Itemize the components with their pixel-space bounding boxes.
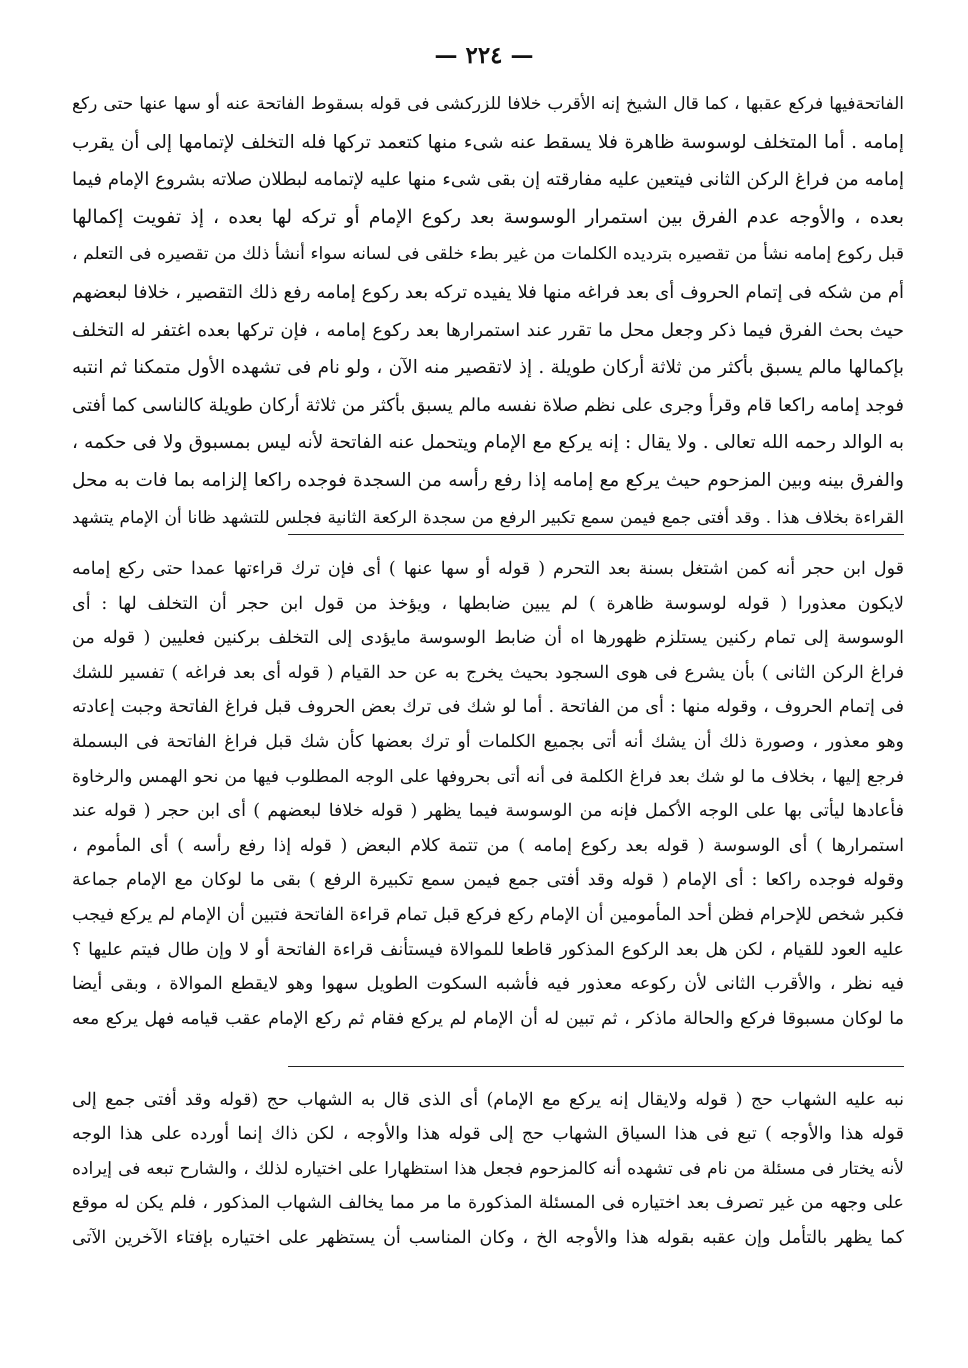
commentary-line: فرجع إليها ، بخلاف ما لو شك بعد فراغ الكلمة فى أنه أتى بحروفها على الوجه المطلوب فيها من نحو الهمس والرخاوة [72, 766, 904, 787]
commentary-line: ما لوكان مسبوقا فركع والحالة ماذكر ، ثم تبين له أن الإمام لم يركع فقام ثم ركع الإمام عقب قيامه فهل يركع معه [72, 1008, 904, 1029]
main-text-line: الفاتحةفيها فركع عقبها ، كما قال الشيخ إنه الأقرب خلافا للزركشى فى قوله بسقوط الفاتحة عنه أو سها عنها حتى ركع [72, 94, 904, 114]
commentary-line: فراغ الركن الثانى ) بأن يشرع فى هوى السجود بحيث يخرج به عن حد القيام ( قوله أى بعد فراغه ) تفسير للشك [72, 662, 904, 683]
section-divider [288, 1066, 904, 1067]
commentary-line: فيه نظر ، والأقرب الثانى لأن ركوعه معذور فيه فأشبه السكوت الطويل سهوا وهو لايقطع الموالاة ، وبقى أيضا [72, 974, 904, 995]
main-text-line: بعده ، والأوجه عدم الفرق بين استمرار الوسوسة بعد ركوع الإمام أو تركه لها بعده ، إذ تفويت إكمالها [72, 205, 904, 228]
footnote-line: على وجهه من غير تصرف بعد اختياره فى المسئلة المذكورة ما مر مما يخالف الشهاب المذكور ، فلم يكن له موقع [72, 1193, 904, 1214]
main-text-line: إمامه . أما المتخلف لوسوسة ظاهرة فلا يسقط عنه شىء منها كتعمد تركها فله التخلف لإتمامها إلى أن يقرب [72, 131, 904, 153]
commentary-line: وهو معذور ، وصورة ذلك أن يشك أنه أتى بجميع الكلمات أو ترك بعضها كأن شك قبل فراغ الفاتحة فى البسملة [72, 731, 904, 752]
page-number: — ٢٢٤ — [434, 42, 534, 69]
main-text-line: فوجد إمامه راكعا قام وقرأ وجرى على نظم صلاة نفسه مالم يسبق بأكثر من ثلاثة أركان طويلة كالناسى كما أفتى [72, 394, 904, 416]
main-text-line: أم من شكه فى إتمام الحروف أى بعد فراغه منها فلا يفيده تركه بعد ركوع إمامه رفع ذلك التقصير ، خلافا لبعضهم [72, 281, 904, 303]
footnote-line: نبه عليه الشهاب حج ( قوله ولايقال إنه يركع مع الإمام) أى الذى قال به الشهاب حج (قوله وقد أفتى جمع إلى [72, 1090, 904, 1110]
commentary-line: فكبر شخص للإحرام فظن أحد المأمومين أن الإمام ركع فركع قبل تمام قراءة الفاتحة فتبين أن الإمام لم يركع فيجب [72, 904, 904, 925]
main-text-line: والفرق بينه وبين المزحوم حيث يركع مع إمامه إذا رفع رأسه من السجدة فوجده راكعا إلزامه بما فات به محل [72, 469, 904, 491]
footnote-line: قوله هذا والأوجه ) تبع فى هذا السياق الشهاب حج إلى قوله هذا والأوجه ، لكن ذاك إنما أورده على هذا الوجه [72, 1124, 904, 1145]
main-text [72, 86, 904, 537]
main-text-line: القراءة بخلاف هذا . وقد أفتى جمع فيمن سمع تكبير الرفع من سجدة الركعة الثانية فجلس للتشهد ظانا أن الإمام يتشهد [72, 507, 904, 528]
footnote-line: لأنه يختار فى مسئلة من نام فى تشهده أنه كالمزحوم فجعل هذا استظهارا على اختياره لذلك ، والشارح تبعه فى إيراده [72, 1158, 904, 1179]
commentary-line: وقوله فوجده راكعا : أى الإمام ( قوله وقد أفتى جمع فيمن سمع تكبيرة الرفع ) بقى ما لوكان مع الإمام جماعة [72, 870, 904, 891]
footnote-text [72, 1083, 904, 1255]
commentary-line: فى إتمام الحروف ، وقوله منها : أى من الفاتحة . أما لو شك فى ترك بعض الحروف قبل فراغ الفاتحة وجبت إعادته [72, 697, 904, 718]
main-text-line: حيث بحث الفرق فيما ذكر وجعل محل ما تقرر عند استمرارها بعد ركوع إمامه ، فإن تركها بعده اغتفر له التخلف [72, 319, 904, 341]
commentary-line: عليه العود للقيام ، لكن هل بعد الركوع المذكور قاطعا للموالاة فيستأنف قراءة الفاتحة أو لا وإن طال فيتم عليها ؟ [72, 939, 904, 960]
main-text-line: قبل ركوع إمامه نشأ من تقصيره بترديده الكلمات من غير بطء خلقى فى لسانه سواء أنشأ ذلك من تقصيره فى التعلم ، [72, 244, 904, 265]
commentary-line: لايكون معذورا ( قوله لوسوسة ظاهرة ) لم يبين ضابطها ، ويؤخذ من قول ابن حجر أن التخلف لها : أى [72, 593, 904, 614]
commentary-line: الوسوسة إلى تمام ركنين يستلزم ظهورها اه أن ضابط الوسوسة مايؤدى إلى التخلف بركنين فعليين ( قوله من [72, 628, 904, 649]
commentary-text [72, 552, 904, 1036]
main-text-line: به الوالد رحمه الله تعالى . ولا يقال : إنه يركع مع الإمام ويتحمل عنه الفاتحة لأنه ليس بمسبوق ولا فى حكمه ، [72, 432, 904, 454]
section-divider [288, 534, 904, 535]
main-text-line: بإكمالها مالم يسبق بأكثر من ثلاثة أركان طويلة . إذ لاتقصير منه الآن ، ولو نام فى تشهده الأول متمكنا ثم انتبه [72, 357, 904, 379]
footnote-line: كما يظهر بالتأمل وإن عقبه بقوله هذا والأوجه الخ ، وكان المناسب أن يستظهر على اختياره بإفتاء الآخرين الآتى [72, 1227, 904, 1248]
main-text-line: إمامه من فراغ الركن الثانى فيتعين عليه مفارقته إن بقى شىء منها عليه لإتمامه لبطلان صلاته بشروع الإمام فيما [72, 169, 904, 191]
commentary-line: استمرارها ) أى الوسوسة ( قوله بعد ركوع إمامه ) من تتمة كلام البعض ( قوله إذا رفع رأسه ) أى المأموم ، [72, 835, 904, 856]
commentary-line: قول ابن حجر أنه كمن اشتغل بسنة بعد التحرم ( قوله أو سها عنها ) أى فإن ترك قراءتها عمدا حتى ركع إمامه [72, 559, 904, 579]
commentary-line: فأعادها ليأتى بها على الوجه الأكمل فإنه من الوسوسة فيما يظهر ( قوله خلافا لبعضهم ) أى ابن حجر ( قوله عند [72, 801, 904, 822]
